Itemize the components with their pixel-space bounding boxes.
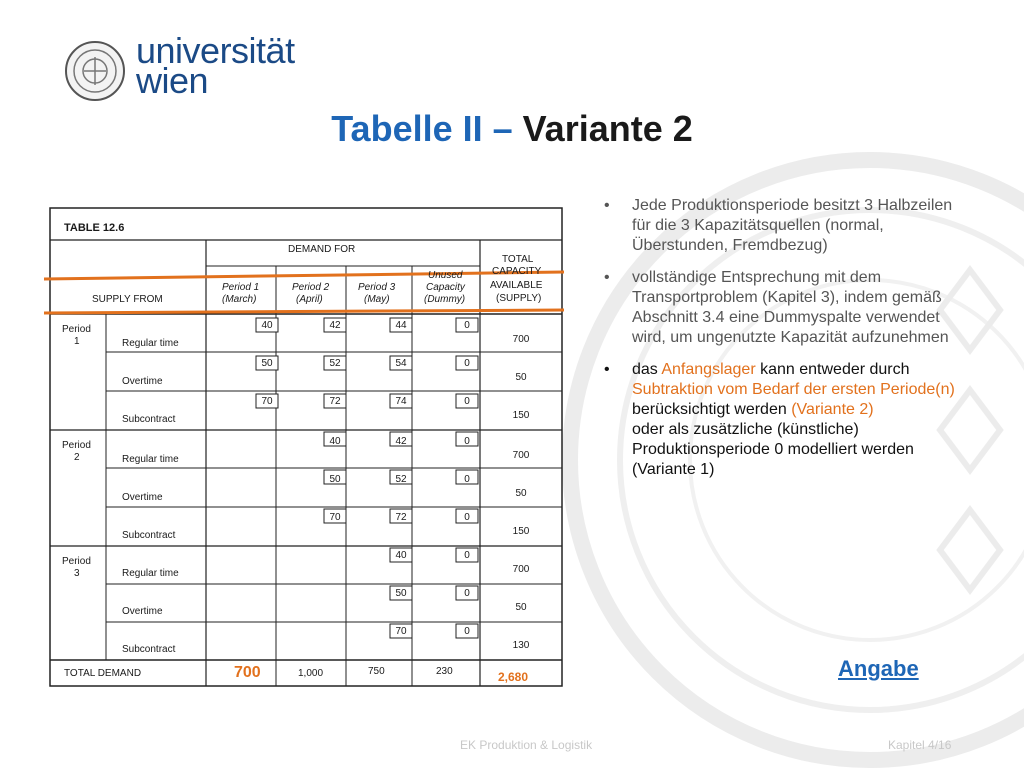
cost-cell: 72 xyxy=(395,512,407,523)
cost-cell: 50 xyxy=(395,588,407,599)
bullet-item-2 xyxy=(604,268,964,348)
bullet-text-3-hl2: Subtraktion vom Bedarf der ersten Periode(n) xyxy=(632,381,955,398)
university-wordmark: universität wien xyxy=(136,30,295,101)
cost-cell: 50 xyxy=(329,474,341,485)
capacity-cell: 130 xyxy=(512,640,530,651)
cost-cell: 0 xyxy=(464,358,470,369)
demand-for-header: DEMAND FOR xyxy=(288,244,356,255)
bullet-text-3b: kann entweder durch xyxy=(755,361,910,378)
bullet-icon: • xyxy=(604,269,610,286)
cost-cell: 40 xyxy=(329,436,341,447)
bullet-text-3-hl3: (Variante 2) xyxy=(791,401,874,418)
col-dummy-l2: Capacity xyxy=(426,282,465,293)
bullet-text-3a: das xyxy=(632,361,662,378)
total-supply: 2,680 xyxy=(498,670,529,684)
col-period1-l2: (March) xyxy=(222,294,257,305)
capacity-cell: 700 xyxy=(512,564,530,575)
cost-cell: 0 xyxy=(464,512,470,523)
col-dummy-l3: (Dummy) xyxy=(424,294,466,305)
cost-cell: 42 xyxy=(395,436,407,447)
bullet-icon: • xyxy=(604,361,610,378)
capacity-cell: 50 xyxy=(515,488,527,499)
capacity-cell: 150 xyxy=(512,526,530,537)
total-demand-label: TOTAL DEMAND xyxy=(64,668,142,679)
capacity-cell: 700 xyxy=(512,334,530,345)
bullet-text-2: vollständige Entsprechung mit dem Transportproblem (Kapitel 3), indem gemäß Abschnitt 3.4 eine Dummyspalte verwendet wird, um ungenutzte Kapazität aufzunehmen xyxy=(632,269,949,346)
cost-cell: 0 xyxy=(464,320,470,331)
bullet-text-3c: berücksichtigt werden xyxy=(632,401,792,418)
cost-cell: 0 xyxy=(464,588,470,599)
col-period2-l2: (April) xyxy=(296,294,323,305)
period1-label-l2: 1 xyxy=(74,336,80,347)
capacity-cell: 150 xyxy=(512,410,530,421)
cost-cell: 70 xyxy=(395,626,407,637)
cost-cell: 54 xyxy=(395,358,407,369)
cost-cell: 42 xyxy=(329,320,341,331)
row-source-label: Regular time xyxy=(122,338,179,349)
cost-cell: 0 xyxy=(464,626,470,637)
col-period3-l1: Period 3 xyxy=(358,282,396,293)
total-capacity-l4: (SUPPLY) xyxy=(496,293,542,304)
col-period1-l1: Period 1 xyxy=(222,282,260,293)
supply-from-header: SUPPLY FROM xyxy=(92,294,163,305)
total-demand-period3: 750 xyxy=(368,666,385,677)
bullet-icon: • xyxy=(604,197,610,214)
period3-label-l2: 3 xyxy=(74,568,80,579)
footer-page: Kapitel 4/16 xyxy=(888,738,952,752)
cost-cell: 0 xyxy=(464,474,470,485)
cost-cell: 52 xyxy=(329,358,341,369)
capacity-cell: 50 xyxy=(515,602,527,613)
row-source-label: Regular time xyxy=(122,568,179,579)
cost-cell: 70 xyxy=(261,396,273,407)
cost-cell: 40 xyxy=(261,320,273,331)
total-demand-dummy: 230 xyxy=(436,666,453,677)
period2-label-l1: Period xyxy=(62,440,91,451)
cost-cell: 52 xyxy=(395,474,407,485)
total-capacity-l3: AVAILABLE xyxy=(490,280,543,291)
capacity-cell: 700 xyxy=(512,450,530,461)
angabe-link[interactable]: Angabe xyxy=(838,656,919,681)
row-source-label: Subcontract xyxy=(122,530,176,541)
slide-title-part1: Tabelle II – xyxy=(331,108,523,149)
cost-cell: 0 xyxy=(464,550,470,561)
bullet-list xyxy=(604,196,964,492)
bullet-text-1: Jede Produktionsperiode besitzt 3 Halbzeilen für die 3 Kapazitätsquellen (normal, Überstunden, Fremdbezug) xyxy=(632,197,953,254)
cost-cell: 50 xyxy=(261,358,273,369)
bullet-text-3d: oder als zusätzliche (künstliche) Produktionsperiode 0 modelliert werden (Variante 1) xyxy=(632,421,914,478)
row-source-label: Regular time xyxy=(122,454,179,465)
period3-label-l1: Period xyxy=(62,556,91,567)
total-demand-period2: 1,000 xyxy=(298,668,324,679)
total-capacity-l2: CAPACITY xyxy=(492,266,542,277)
cost-cell: 0 xyxy=(464,396,470,407)
bullet-text-3-hl1: Anfangslager xyxy=(661,361,756,378)
bullet-item-3 xyxy=(604,360,964,480)
col-dummy-l1: Unused xyxy=(428,270,463,281)
university-seal-icon xyxy=(64,40,126,102)
cost-cell: 72 xyxy=(329,396,341,407)
row-source-label: Overtime xyxy=(122,376,163,387)
total-demand-period1: 700 xyxy=(234,664,261,681)
col-period2-l1: Period 2 xyxy=(292,282,330,293)
university-logo[interactable] xyxy=(64,30,304,106)
col-period3-l2: (May) xyxy=(364,294,390,305)
period1-label-l1: Period xyxy=(62,324,91,335)
table-caption: TABLE 12.6 xyxy=(64,222,125,234)
capacity-cell: 50 xyxy=(515,372,527,383)
bullet-item-1 xyxy=(604,196,964,256)
cost-cell: 74 xyxy=(395,396,407,407)
period2-label-l2: 2 xyxy=(74,452,80,463)
row-source-label: Subcontract xyxy=(122,414,176,425)
slide-title-part2: Variante 2 xyxy=(522,108,693,149)
cost-cell: 70 xyxy=(329,512,341,523)
footer-course: EK Produktion & Logistik xyxy=(460,738,593,752)
row-source-label: Overtime xyxy=(122,492,163,503)
cost-cell: 0 xyxy=(464,436,470,447)
row-source-label: Subcontract xyxy=(122,644,176,655)
slide-title xyxy=(0,108,1024,150)
total-capacity-l1: TOTAL xyxy=(502,254,534,265)
cost-cell: 40 xyxy=(395,550,407,561)
row-source-label: Overtime xyxy=(122,606,163,617)
transportation-table xyxy=(44,202,572,688)
cost-cell: 44 xyxy=(395,320,407,331)
